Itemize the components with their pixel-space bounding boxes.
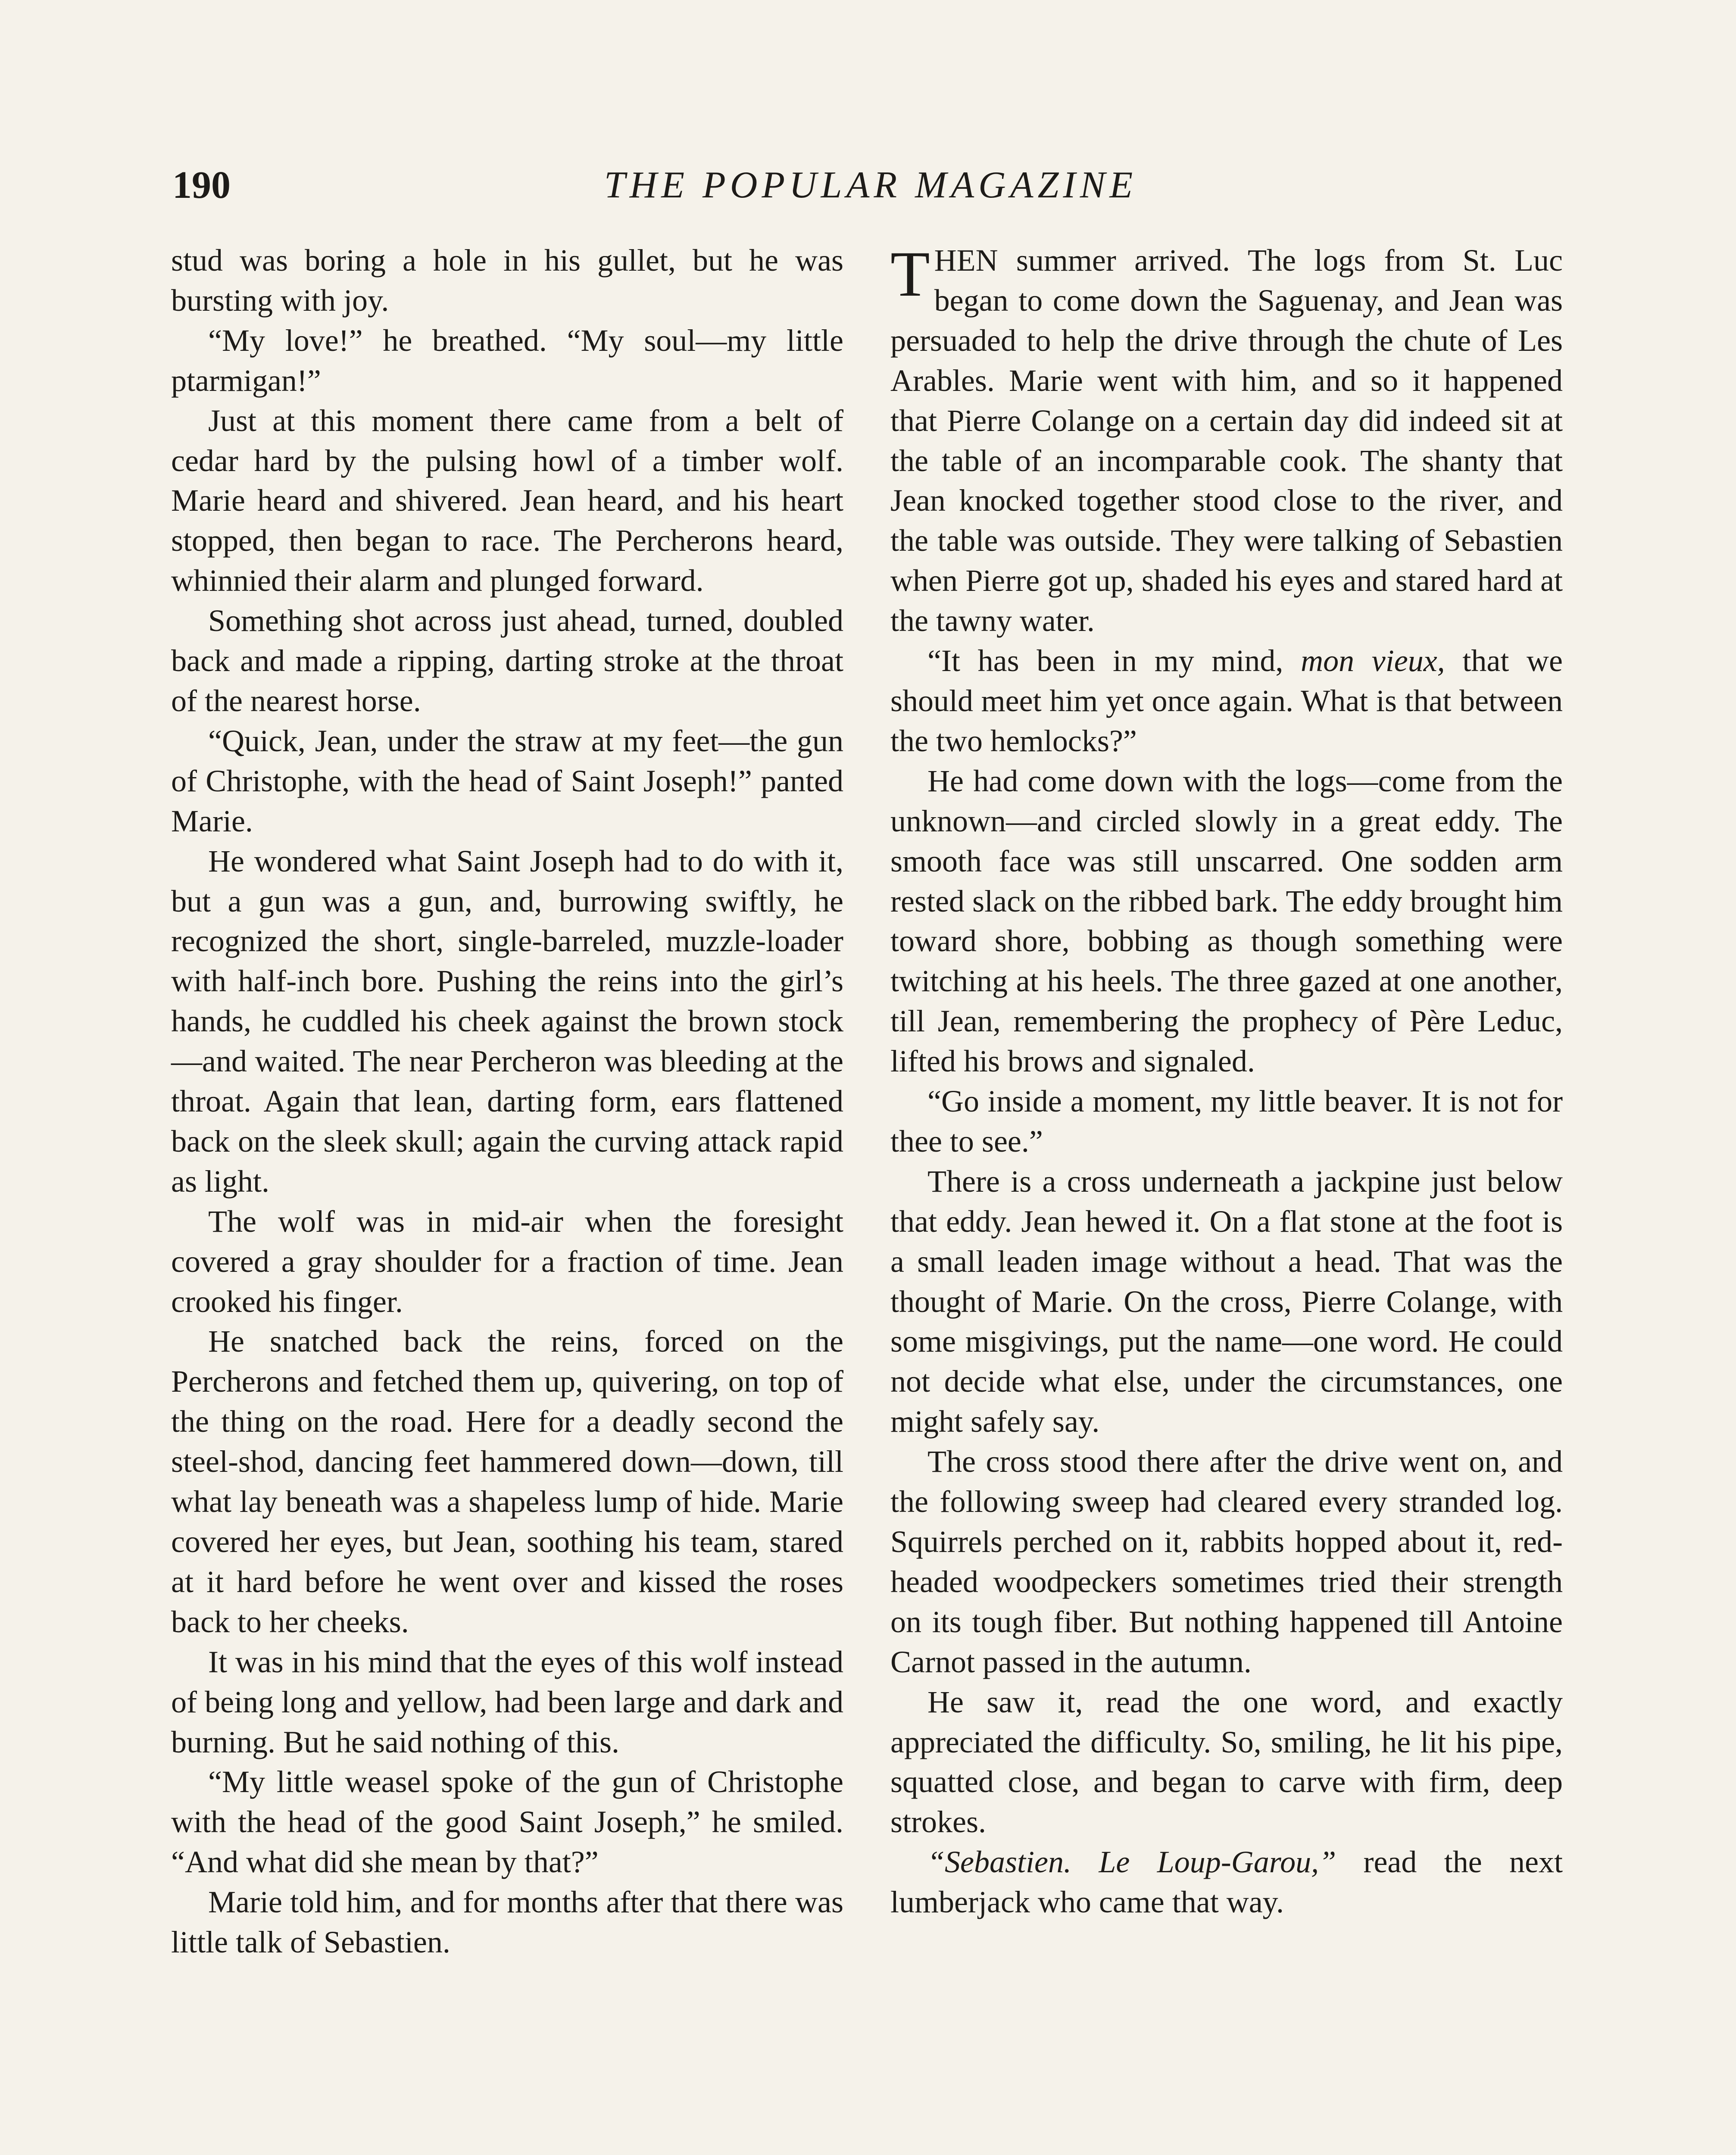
paragraph: Marie told him, and for months after that there was little talk of Sebastien. [171, 1885, 843, 1960]
left-column [171, 240, 843, 1962]
italic-phrase: “Sebastien. Le Loup-Garou,” [927, 1845, 1336, 1880]
paragraph: “My little weasel spoke of the gun of Christophe with the head of the good Saint Joseph,” he smiled. “And what did she mean by that?” [171, 1765, 843, 1880]
paragraph: “My love!” he breathed. “My soul—my little ptarmigan!” [171, 323, 843, 398]
paragraph: “Quick, Jean, under the straw at my feet—the gun of Christophe, with the head of Saint Joseph!” panted Marie. [171, 723, 843, 838]
paragraph: “Go inside a moment, my little beaver. It is not for thee to see.” [890, 1084, 1563, 1159]
drop-cap: T [890, 238, 930, 310]
paragraph-text: “It has been in my mind, [927, 643, 1301, 678]
paragraph: stud was boring a hole in his gullet, but he was bursting with joy. [171, 243, 843, 318]
right-column [890, 240, 1563, 1922]
paragraph: The wolf was in mid-air when the foresight covered a gray shoulder for a fraction of time. Jean crooked his finger. [171, 1204, 843, 1319]
running-title: THE POPULAR MAGAZINE [604, 164, 1137, 206]
section-opening-paragraph [890, 240, 1563, 641]
paragraph: He snatched back the reins, forced on the Percherons and fetched them up, quivering, on top of the thing on the road. Here for a deadly second the steel-shod, dancing feet hammered down—down, till what lay beneath was a shapeless lump of hide. Marie covered her eyes, but Jean, soothing his team, stared at it hard before he went over and kissed the roses back to her cheeks. [171, 1324, 843, 1639]
paragraph-text: that we should meet him yet once again. What is that between the two hemlocks?” [890, 643, 1563, 758]
page-number: 190 [172, 164, 231, 206]
page-header [172, 159, 1569, 211]
paragraph: He wondered what Saint Joseph had to do with it, but a gun was a gun, and, burrowing swiftly, he recognized the short, single-barreled, muzzle-loader with half-inch bore. Pushing the reins into the girl’s hands, he cuddled his cheek against the brown stock—and waited. The near Percheron was bleeding at the throat. Again that lean, darting form, ears flattened back on the sleek skull; again the curving attack rapid as light. [171, 843, 843, 1199]
paragraph: Just at this moment there came from a belt of cedar hard by the pulsing howl of a timber wolf. Marie heard and shivered. Jean heard, and his heart stopped, then began to race. The Percherons heard, whinnied their alarm and plunged forward. [171, 403, 843, 598]
paragraph [890, 641, 1563, 761]
paragraph: It was in his mind that the eyes of this wolf instead of being long and yellow, had been large and dark and burning. But he said nothing of this. [171, 1644, 843, 1759]
italic-phrase: mon vieux, [1301, 643, 1445, 678]
paragraph-text: read the next lumberjack who came that way. [890, 1845, 1563, 1920]
paragraph: There is a cross underneath a jackpine just below that eddy. Jean hewed it. On a flat stone at the foot is a small leaden image without a head. That was the thought of Marie. On the cross, Pierre Colange, with some misgivings, put the name—one word. He could not decide what else, under the circumstances, one might safely say. [890, 1164, 1563, 1439]
paragraph: He had come down with the logs—come from the unknown—and circled slowly in a great eddy. The smooth face was still unscarred. One sodden arm rested slack on the ribbed bark. The eddy brought him toward shore, bobbing as though something were twitching at his heels. The three gazed at one another, till Jean, remembering the prophecy of Père Leduc, lifted his brows and signaled. [890, 763, 1563, 1079]
closing-paragraph [890, 1842, 1563, 1922]
paragraph: He saw it, read the one word, and exactly appreciated the difficulty. So, smiling, he lit his pipe, squatted close, and began to carve with firm, deep strokes. [890, 1684, 1563, 1840]
paragraph: Something shot across just ahead, turned, doubled back and made a ripping, darting stroke at the throat of the nearest horse. [171, 603, 843, 718]
paragraph-text: HEN summer arrived. The logs from St. Luc began to come down the Saguenay, and Jean was persuaded to help the drive through the chute of Les Arables. Marie went with him, and so it happened that Pierre Colange on a certain day did indeed sit at the table of an incomparable cook. The shanty that Jean knocked together stood close to the river, and the table was outside. They were talking of Sebastien when Pierre got up, shaded his eyes and stared hard at the tawny water. [890, 243, 1563, 638]
paragraph: The cross stood there after the drive went on, and the following sweep had cleared every stranded log. Squirrels perched on it, rabbits hopped about it, red-headed woodpeckers sometimes tried their strength on its tough fiber. But nothing happened till Antoine Carnot passed in the autumn. [890, 1444, 1563, 1679]
